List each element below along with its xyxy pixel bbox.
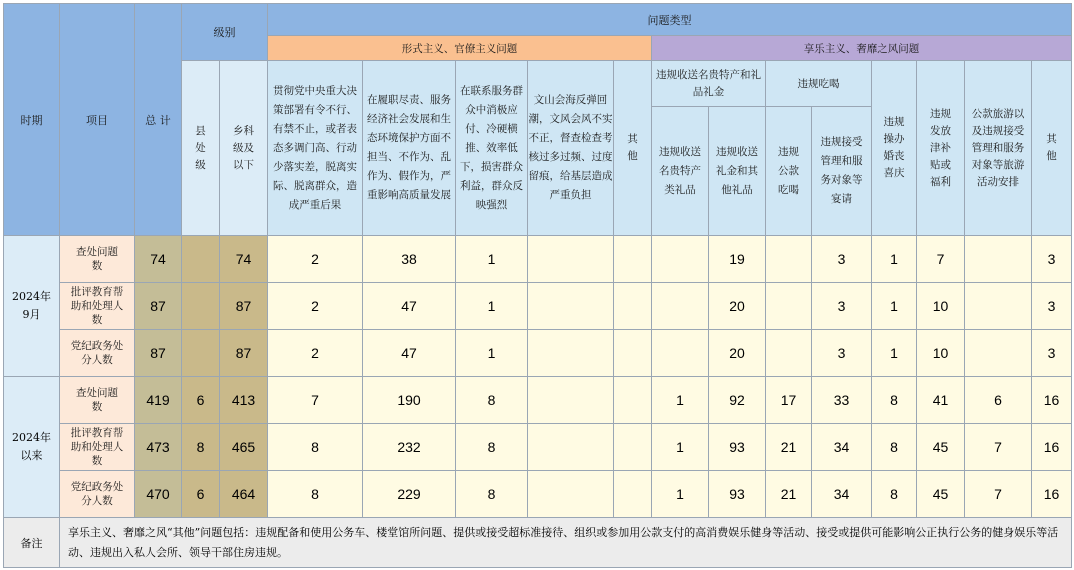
cell-value: [652, 283, 709, 330]
cell-township: 87: [220, 283, 268, 330]
cell-total: 470: [135, 471, 182, 518]
cell-value: 41: [917, 377, 965, 424]
cell-value: 21: [766, 471, 812, 518]
cell-value: 3: [812, 236, 872, 283]
item-label: 批评教育帮助和处理人数: [60, 424, 135, 471]
cell-value: [652, 330, 709, 377]
cell-value: 21: [766, 424, 812, 471]
header-township-level: 乡科级及以下: [220, 61, 268, 236]
cell-value: 34: [812, 471, 872, 518]
header-col-cash-gifts: 违规收送礼金和其他礼品: [709, 107, 766, 236]
cell-value: 45: [917, 424, 965, 471]
item-label: 批评教育帮助和处理人数: [60, 283, 135, 330]
cell-value: [528, 330, 614, 377]
cell-value: [528, 424, 614, 471]
cell-township: 465: [220, 424, 268, 471]
header-county-level: 县处级: [182, 61, 220, 236]
cell-total: 74: [135, 236, 182, 283]
cell-value: 8: [456, 424, 528, 471]
cell-value: [614, 471, 652, 518]
cell-county: 6: [182, 377, 220, 424]
cell-value: 3: [1032, 236, 1072, 283]
cell-value: 10: [917, 283, 965, 330]
cell-county: 8: [182, 424, 220, 471]
cell-value: 2: [268, 283, 363, 330]
cell-value: 47: [363, 330, 456, 377]
note-label: 备注: [4, 518, 60, 568]
period-2024-ytd: 2024年以来: [4, 377, 60, 518]
header-col-specialty-gifts: 违规收送名贵特产类礼品: [652, 107, 709, 236]
cell-county: 6: [182, 471, 220, 518]
header-total: 总 计: [135, 4, 182, 236]
cell-value: 8: [456, 471, 528, 518]
cell-value: [965, 283, 1032, 330]
cell-total: 419: [135, 377, 182, 424]
cell-value: 7: [965, 471, 1032, 518]
cell-value: [614, 236, 652, 283]
header-col-accept-banquet: 违规接受管理和服务对象等宴请: [812, 107, 872, 236]
header-problem-type: 问题类型: [268, 4, 1072, 36]
cell-value: [766, 236, 812, 283]
cell-value: [614, 330, 652, 377]
header-col-meetings: 文山会海反弹回潮，文风会风不实不正，督查检查考核过多过频、过度留痕，给基层造成严重负担: [528, 61, 614, 236]
cell-value: 19: [709, 236, 766, 283]
cell-value: [965, 330, 1032, 377]
cell-value: 2: [268, 236, 363, 283]
cell-township: 413: [220, 377, 268, 424]
cell-value: 16: [1032, 377, 1072, 424]
cell-value: 93: [709, 471, 766, 518]
cell-value: 1: [652, 471, 709, 518]
cell-value: 1: [652, 424, 709, 471]
cell-value: 7: [917, 236, 965, 283]
header-item: 项目: [60, 4, 135, 236]
cell-county: [182, 283, 220, 330]
cell-value: [652, 236, 709, 283]
header-sub-banquet: 违规吃喝: [766, 61, 872, 107]
cell-value: 229: [363, 471, 456, 518]
cell-value: 3: [812, 330, 872, 377]
cell-value: 1: [872, 283, 917, 330]
period-2024-09: 2024年9月: [4, 236, 60, 377]
cell-value: [766, 283, 812, 330]
note-text: 享乐主义、奢靡之风“其他”问题包括：违规配备和使用公务车、楼堂馆所问题、提供或接受超标准接待、组织或参加用公款支付的高消费娱乐健身等活动、接受或提供可能影响公正执行公务的健身娱乐等活动、违规出入私人会所、领导干部住房违规。: [60, 518, 1072, 568]
header-col-service: 在联系服务群众中消极应付、冷硬横推、效率低下，损害群众利益，群众反映强烈: [456, 61, 528, 236]
cell-value: 3: [1032, 283, 1072, 330]
header-col-wedding: 违规操办婚丧喜庆: [872, 61, 917, 236]
cell-value: 3: [812, 283, 872, 330]
cell-value: 34: [812, 424, 872, 471]
header-col-decision: 贯彻党中央重大决策部署有令不行、有禁不止，或者表态多调门高、行动少落实差，脱离实际、脱离群众，造成严重后果: [268, 61, 363, 236]
cell-county: [182, 236, 220, 283]
cell-value: [965, 236, 1032, 283]
cell-value: 10: [917, 330, 965, 377]
header-group-formalism: 形式主义、官僚主义问题: [268, 36, 652, 61]
header-col-public-dining: 违规公款吃喝: [766, 107, 812, 236]
cell-total: 87: [135, 330, 182, 377]
cell-value: 92: [709, 377, 766, 424]
cell-value: 20: [709, 283, 766, 330]
cell-value: 16: [1032, 424, 1072, 471]
cell-value: 8: [872, 471, 917, 518]
cell-value: 45: [917, 471, 965, 518]
cell-value: 1: [456, 283, 528, 330]
cell-value: 6: [965, 377, 1032, 424]
cell-value: [614, 377, 652, 424]
cell-county: [182, 330, 220, 377]
cell-township: 464: [220, 471, 268, 518]
cell-value: 8: [872, 424, 917, 471]
header-col-other-1: 其他: [614, 61, 652, 236]
cell-value: [614, 283, 652, 330]
item-label: 查处问题数: [60, 377, 135, 424]
cell-value: [528, 377, 614, 424]
cell-value: 8: [268, 471, 363, 518]
cell-value: 47: [363, 283, 456, 330]
cell-value: 20: [709, 330, 766, 377]
header-col-subsidy: 违规发放津补贴或福利: [917, 61, 965, 236]
cell-value: 8: [268, 424, 363, 471]
cell-township: 74: [220, 236, 268, 283]
header-col-other-2: 其他: [1032, 61, 1072, 236]
cell-value: 1: [456, 330, 528, 377]
cell-value: 1: [652, 377, 709, 424]
cell-value: 1: [456, 236, 528, 283]
cell-value: 1: [872, 330, 917, 377]
cell-value: 232: [363, 424, 456, 471]
cell-value: 17: [766, 377, 812, 424]
cell-value: 33: [812, 377, 872, 424]
cell-value: 16: [1032, 471, 1072, 518]
cell-value: [528, 236, 614, 283]
cell-value: 7: [965, 424, 1032, 471]
cell-value: 2: [268, 330, 363, 377]
cell-value: [528, 471, 614, 518]
header-period: 时期: [4, 4, 60, 236]
stats-table: [3, 3, 1072, 568]
item-label: 查处问题数: [60, 236, 135, 283]
cell-value: 38: [363, 236, 456, 283]
cell-value: 1: [872, 236, 917, 283]
cell-value: 190: [363, 377, 456, 424]
header-col-duty: 在履职尽责、服务经济社会发展和生态环境保护方面不担当、不作为、乱作为、假作为，严重影响高质量发展: [363, 61, 456, 236]
item-label: 党纪政务处分人数: [60, 471, 135, 518]
cell-value: [528, 283, 614, 330]
cell-total: 87: [135, 283, 182, 330]
cell-value: [766, 330, 812, 377]
item-label: 党纪政务处分人数: [60, 330, 135, 377]
cell-value: 3: [1032, 330, 1072, 377]
header-level: 级别: [182, 4, 268, 61]
header-group-hedonism: 享乐主义、奢靡之风问题: [652, 36, 1072, 61]
cell-value: 93: [709, 424, 766, 471]
cell-value: 8: [872, 377, 917, 424]
header-col-travel: 公款旅游以及违规接受管理和服务对象等旅游活动安排: [965, 61, 1032, 236]
cell-value: 8: [456, 377, 528, 424]
header-sub-gifts: 违规收送名贵特产和礼品礼金: [652, 61, 766, 107]
cell-total: 473: [135, 424, 182, 471]
cell-value: 7: [268, 377, 363, 424]
cell-township: 87: [220, 330, 268, 377]
cell-value: [614, 424, 652, 471]
